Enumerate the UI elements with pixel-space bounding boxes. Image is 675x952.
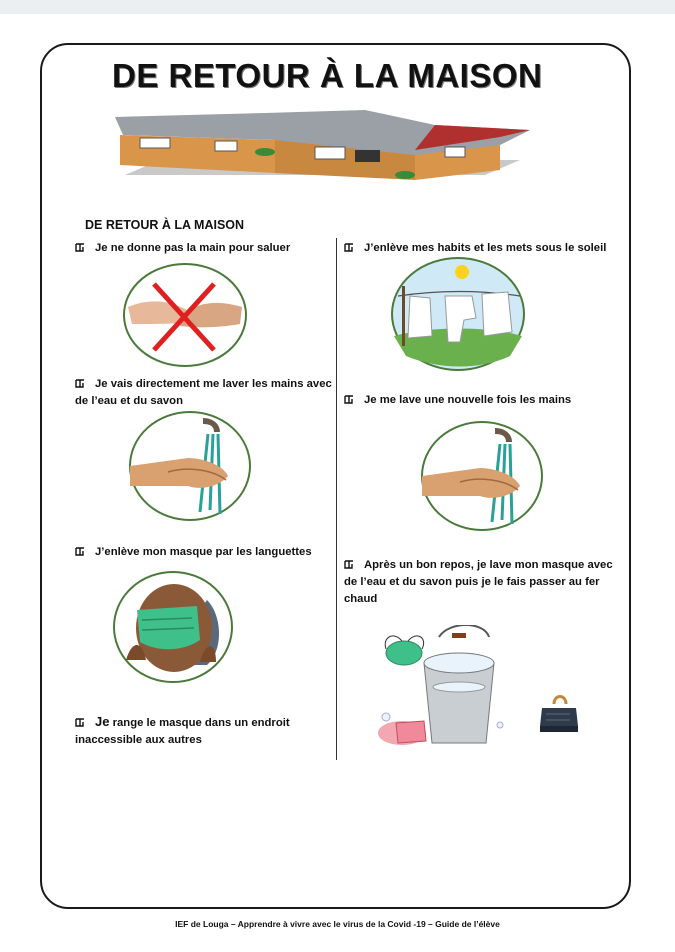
pointing-hand-icon <box>75 241 89 252</box>
mask-removal-illustration <box>112 570 234 684</box>
step-remove-mask <box>75 544 335 561</box>
no-handshake-illustration <box>122 262 248 368</box>
main-title: DE RETOUR À LA MAISON <box>112 57 543 94</box>
clothes-sun-illustration <box>390 256 526 372</box>
iron-icon <box>536 690 582 736</box>
top-bar <box>0 0 675 14</box>
step-store-mask <box>75 713 335 749</box>
pointing-hand-icon <box>75 716 89 727</box>
pointing-hand-icon <box>344 393 358 404</box>
step-text: Je ne donne pas la main pour saluer <box>95 242 291 254</box>
step-bold-word: Je <box>95 714 110 729</box>
pointing-hand-icon <box>344 558 358 569</box>
washing-bucket-illustration <box>374 625 514 757</box>
pointing-hand-icon <box>75 377 89 388</box>
hand-washing-illustration <box>420 420 544 532</box>
footer-text: IEF de Louga – Apprendre à vivre avec le virus de la Covid -19 – Guide de l’élève <box>175 919 500 929</box>
step-text: range le masque dans un endroit inaccessible aux autres <box>75 717 290 746</box>
pointing-hand-icon <box>344 241 358 252</box>
house-illustration <box>115 95 535 190</box>
step-text: Après un bon repos, je lave mon masque avec de l’eau et du savon puis je le fais passer au fer chaud <box>344 559 613 605</box>
step-text: J’enlève mes habits et les mets sous le soleil <box>364 242 607 254</box>
step-wash-mask <box>344 557 614 608</box>
step-no-handshake <box>75 240 335 257</box>
step-clothes-sun <box>344 240 614 257</box>
step-text: Je me lave une nouvelle fois les mains <box>364 394 572 406</box>
step-wash-hands <box>75 376 335 410</box>
step-wash-again <box>344 392 614 409</box>
step-text: Je vais directement me laver les mains avec de l’eau et du savon <box>75 378 332 407</box>
column-divider <box>336 238 337 760</box>
pointing-hand-icon <box>75 545 89 556</box>
section-title: DE RETOUR À LA MAISON <box>85 218 245 232</box>
step-text: J’enlève mon masque par les languettes <box>95 546 312 558</box>
hand-washing-illustration <box>128 410 252 522</box>
